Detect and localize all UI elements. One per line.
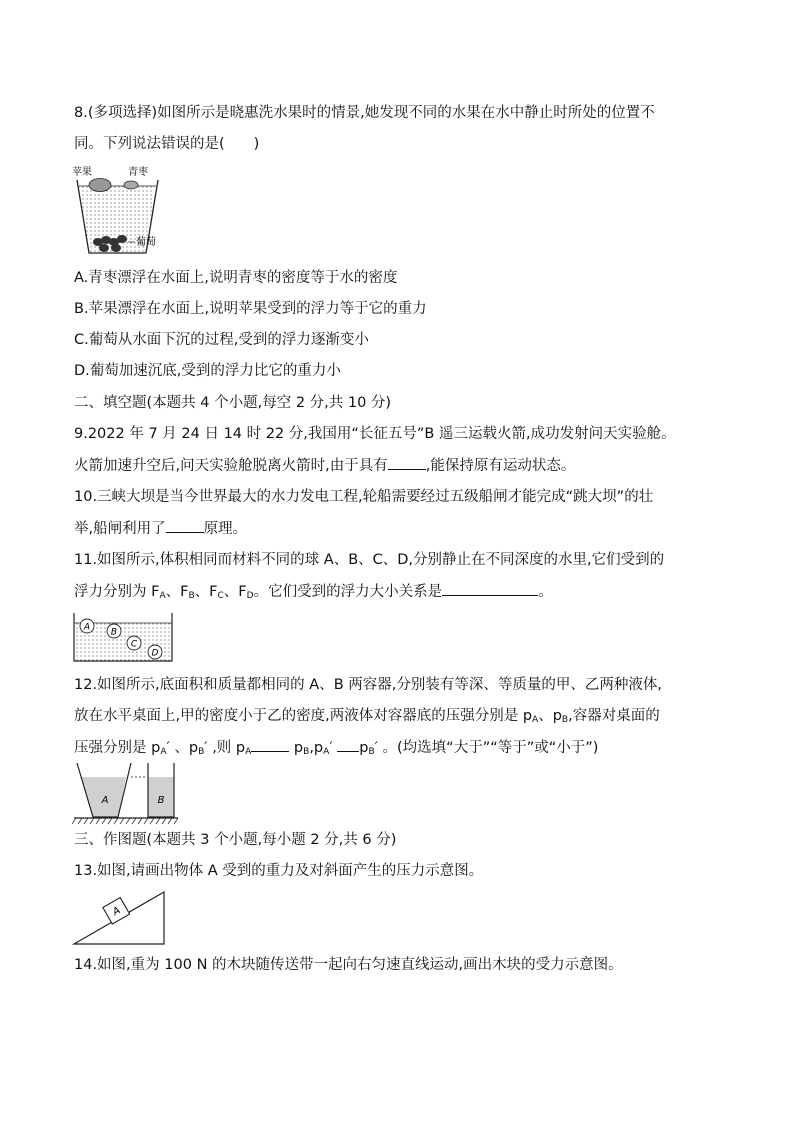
label-a: A bbox=[111, 905, 123, 919]
label-d: D bbox=[151, 648, 159, 659]
label-c: C bbox=[130, 639, 138, 650]
fruit-washing-figure bbox=[70, 166, 170, 258]
q8-option-b: B.苹果漂浮在水面上,说明苹果受到的浮力等于它的重力 bbox=[74, 301, 427, 317]
q12-line3: 压强分别是 $p_A'$ 、$p_B'$ ,则 $p_A$ $p_B,p_A'$ $p_B'$ 。(均选填“大于”“等于”或“小于”) bbox=[74, 737, 598, 762]
answer-blank[interactable] bbox=[337, 737, 359, 752]
label-grape: 葡萄 bbox=[136, 237, 156, 248]
q8-option-d: D.葡萄加速沉底,受到的浮力比它的重力小 bbox=[74, 363, 341, 379]
q10-line1: 10.三峡大坝是当今世界最大的水力发电工程,轮船需要经过五级船闸才能完成“跳大坝”的壮 bbox=[74, 489, 654, 505]
q8-option-c: C.葡萄从水面下沉的过程,受到的浮力逐渐变小 bbox=[74, 332, 369, 348]
label-b: B bbox=[157, 795, 165, 806]
label-a: A bbox=[101, 795, 109, 806]
q10-line2: 举,船闸利用了 原理。 bbox=[74, 518, 247, 539]
answer-blank[interactable] bbox=[442, 581, 538, 596]
answer-blank[interactable] bbox=[251, 737, 289, 752]
q13-line1: 13.如图,请画出物体 A 受到的重力及对斜面产生的压力示意图。 bbox=[74, 863, 484, 879]
q14-line1: 14.如图,重为 100 N 的木块随传送带一起向右匀速直线运动,画出木块的受力示意图。 bbox=[74, 957, 623, 973]
q12-line1: 12.如图所示,底面积和质量都相同的 A、B 两容器,分别装有等深、等质量的甲、乙两种液体, bbox=[74, 677, 662, 693]
q8-stem-line1: 8.(多项选择)如图所示是晓惠洗水果时的情景,她发现不同的水果在水中静止时所处的位置不 bbox=[74, 105, 655, 121]
q11-line2: 浮力分别为 $F_A$、$F_B$、$F_C$、$F_D$。它们受到的浮力大小关系是 。 bbox=[74, 581, 553, 606]
label-jujube: 青枣 bbox=[128, 167, 148, 178]
q9-line2: 火箭加速升空后,问天实验舱脱离火箭时,由于具有 ,能保持原有运动状态。 bbox=[74, 455, 575, 476]
section-3-heading: 三、作图题(本题共 3 个小题,每小题 2 分,共 6 分) bbox=[74, 832, 397, 848]
answer-blank[interactable] bbox=[166, 518, 204, 533]
apple bbox=[89, 179, 111, 192]
balls-in-water-figure bbox=[72, 611, 174, 663]
label-apple: 苹果 bbox=[72, 167, 92, 178]
q12-line2: 放在水平桌面上,甲的密度小于乙的密度,两液体对容器底的压强分别是 $p_A$、$p_B$,容器对桌面的 bbox=[74, 708, 660, 725]
label-b: B bbox=[110, 627, 118, 638]
label-a: A bbox=[83, 622, 91, 633]
section-2-heading: 二、填空题(本题共 4 个小题,每空 2 分,共 10 分) bbox=[74, 395, 392, 411]
q8-option-a: A.青枣漂浮在水面上,说明青枣的密度等于水的密度 bbox=[74, 270, 398, 286]
block-a bbox=[103, 898, 130, 924]
two-containers-figure bbox=[72, 761, 180, 829]
q8-stem-line2: 同。下列说法错误的是( ) bbox=[74, 136, 260, 152]
q9-line1: 9.2022 年 7 月 24 日 14 时 22 分,我国用“长征五号”B 遥三运载火箭,成功发射问天实验舱。 bbox=[74, 426, 676, 442]
incline-block-figure bbox=[72, 884, 168, 948]
q11-line1: 11.如图所示,体积相同而材料不同的球 A、B、C、D,分别静止在不同深度的水里,它们受到的 bbox=[74, 552, 665, 568]
answer-blank[interactable] bbox=[388, 455, 426, 470]
green-jujube bbox=[124, 181, 138, 189]
